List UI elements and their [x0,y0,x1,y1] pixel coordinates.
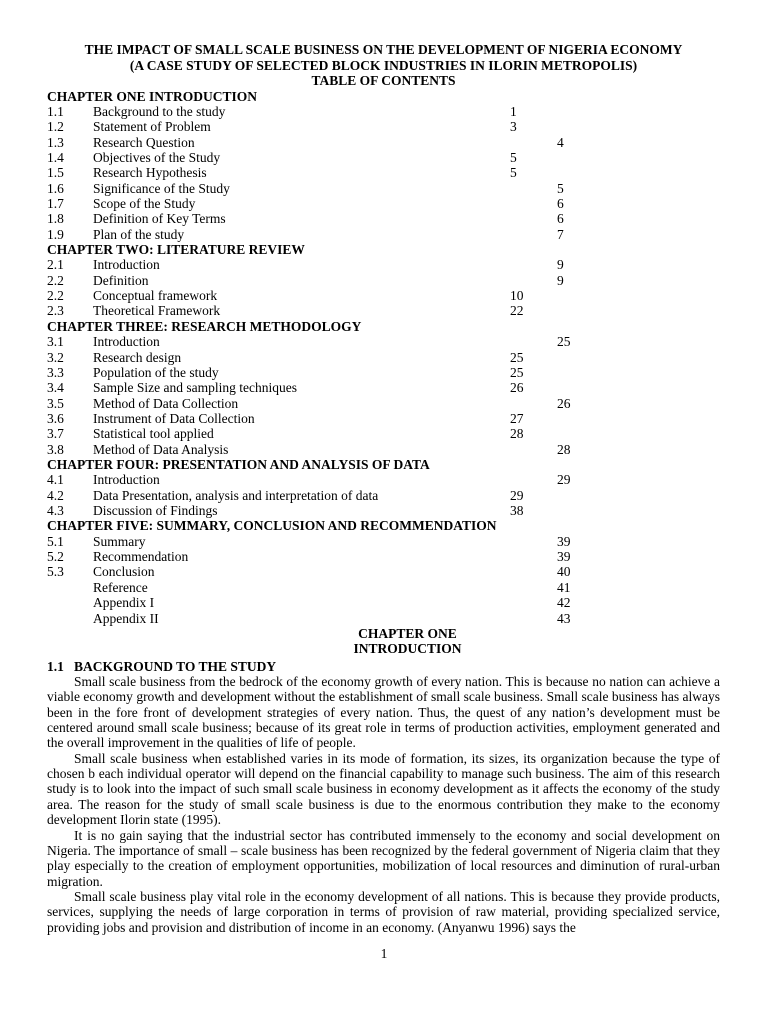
toc-section-number: 5.2 [47,549,64,565]
toc-entry-label: Theoretical Framework [93,303,221,319]
toc-row [47,303,720,318]
toc-section-number: 1.8 [47,211,64,227]
toc-section-number: 1.2 [47,119,64,135]
toc-row [47,411,720,426]
toc-page-number: 5 [557,180,564,196]
toc-page-number: 9 [557,272,564,288]
toc-entry-label: Method of Data Analysis [93,441,229,457]
toc-section-number: 1.6 [47,180,64,196]
toc-entry-label: Research Hypothesis [93,165,207,181]
toc-entry-label: Objectives of the Study [93,149,221,165]
paragraph: It is no gain saying that the industrial sector has contributed immensely to the economy and social development on Nigeria. The importance of small – scale business has been recognized by the federal government of Nigeria claim that they play especially to the creation of employment opportunities, mobilization of local resources and diminution of rural-urban migration. [47,827,720,889]
title-line: THE IMPACT OF SMALL SCALE BUSINESS ON THE DEVELOPMENT OF NIGERIA ECONOMY [84,42,683,57]
toc-entry-label: Research design [93,349,182,365]
toc-page-number: 9 [557,257,564,273]
toc-row [47,288,720,303]
toc-row [47,196,720,211]
toc-entry-label: Scope of the Study [93,195,196,211]
toc-page-number: 6 [557,211,564,227]
toc-page-number: 29 [557,472,571,488]
toc-row [47,334,720,349]
toc-section-number: 3.2 [47,349,64,365]
toc-row [47,442,720,457]
toc-section-number: 2.1 [47,257,64,273]
toc-row [47,580,720,595]
toc-row [47,595,720,610]
toc-page-number: 25 [557,334,571,350]
toc-page-number: 6 [557,195,564,211]
paragraph: Small scale business when established varies in its mode of formation, its sizes, its organization because the type of chosen b each individual operator will depend on the financial capability to manage such business. The aim of this research study is to look into the impact of such small scale business in economy development as it affects the economy of the study area. The reason for the study of small scale business is due to the enormous contribution they make to the economy development Ilorin state (1995). [47,750,720,828]
toc-page-number: 41 [557,579,571,595]
toc-section-number: 3.7 [47,426,64,442]
toc-row [47,119,720,134]
toc-section-number: 3.5 [47,395,64,411]
toc-section-number: 2.2 [47,272,64,288]
toc-page-number: 22 [510,303,524,319]
chapter-subheading: INTRODUCTION [353,641,462,657]
toc-row [47,181,720,196]
toc-entry-label: Introduction [93,257,160,273]
toc-heading: TABLE OF CONTENTS [311,73,456,88]
toc-row [47,150,720,165]
toc-row [47,396,720,411]
toc-section-number: 3.3 [47,364,64,380]
toc-section-number: 1.7 [47,195,64,211]
toc-chapter-heading: CHAPTER FOUR: PRESENTATION AND ANALYSIS OF DATA [47,456,430,472]
toc-entry-label: Appendix II [93,610,159,626]
toc-section-number: 4.1 [47,472,64,488]
toc-page-number: 25 [510,364,524,380]
paragraph: Small scale business play vital role in the economy development of all nations. This is because they provide products, services, supplying the needs of large corporation in terms of provision of raw material, providing specialized service, providing jobs and provision and distribution of income in an economy. (Anyanwu 1996) says the [47,888,720,935]
toc-entry-label: Method of Data Collection [93,395,239,411]
toc-page-number: 43 [557,610,571,626]
toc-page-number: 39 [557,549,571,565]
toc-entry-label: Population of the study [93,364,219,380]
body-text [47,674,720,935]
toc-entry-label: Recommendation [93,549,189,565]
toc-page-number: 4 [557,134,564,150]
toc-page-number: 27 [510,410,524,426]
toc-page-number: 29 [510,487,524,503]
toc-page-number: 25 [510,349,524,365]
toc-group [47,472,720,518]
toc-page-number: 3 [510,119,517,135]
toc-section-number: 2.3 [47,303,64,319]
toc-entry-label: Plan of the study [93,226,185,242]
toc-page-number: 42 [557,595,571,611]
toc-entry-label: Conceptual framework [93,288,218,304]
toc-entry-label: Reference [93,579,148,595]
toc-row [47,273,720,288]
section-number: 1.1 [47,658,64,674]
document-title [47,42,720,89]
toc-entry-label: Appendix I [93,595,155,611]
toc-page-number: 5 [510,149,517,165]
toc-page-number: 5 [510,165,517,181]
toc-entry-label: Statistical tool applied [93,426,214,442]
toc-entry-label: Introduction [93,334,160,350]
toc-row [47,472,720,487]
toc-group [47,257,720,318]
section-heading [47,659,720,674]
toc-page-number: 40 [557,564,571,580]
toc-row [47,534,720,549]
toc-page-number: 26 [557,395,571,411]
toc-chapter-heading: CHAPTER ONE INTRODUCTION [47,88,258,104]
toc-section-number: 5.1 [47,533,64,549]
toc-row [47,104,720,119]
toc-chapter-heading: CHAPTER TWO: LITERATURE REVIEW [47,242,305,257]
toc-page-number: 28 [557,441,571,457]
toc-page-number: 28 [510,426,524,442]
subtitle-line: (A CASE STUDY OF SELECTED BLOCK INDUSTRIES IN ILORIN METROPOLIS) [129,57,638,73]
toc-entry-label: Instrument of Data Collection [93,410,255,426]
toc-entry-label: Summary [93,533,146,549]
toc-section-number: 1.1 [47,103,64,119]
section-title: BACKGROUND TO THE STUDY [74,658,277,674]
toc-entry-label: Definition of Key Terms [93,211,226,227]
toc-entry-label: Data Presentation, analysis and interpretation of data [93,487,379,503]
toc-page-number: 39 [557,533,571,549]
toc-page-number: 1 [510,103,517,119]
toc-row [47,503,720,518]
table-of-contents [47,89,720,626]
toc-row [47,488,720,503]
toc-group [47,104,720,242]
toc-row [47,564,720,579]
toc-page-number: 26 [510,380,524,396]
toc-entry-label: Background to the study [93,103,226,119]
toc-group [47,334,720,457]
toc-row [47,380,720,395]
toc-page-number: 38 [510,503,524,519]
paragraph: Small scale business from the bedrock of the economy growth of every nation. This is because no nation can achieve a viable economy growth and development without the establishment of small scale business. Small scale business has always been in the fore front of development strategies of every nation. Thus, the quest of any nation’s development must be centered around small scale business; because of its great role in terms of production activities, employment generated and the overall improvement in the qualities of life of people. [47,674,720,751]
toc-section-number: 1.5 [47,165,64,181]
toc-row [47,165,720,180]
toc-section-number: 1.4 [47,149,64,165]
toc-section-number: 3.6 [47,410,64,426]
toc-row [47,350,720,365]
toc-section-number: 1.9 [47,226,64,242]
toc-row [47,135,720,150]
toc-section-number: 2.2 [47,288,64,304]
toc-row [47,426,720,441]
toc-page-number: 7 [557,226,564,242]
page-number: 1 [380,946,388,961]
chapter-heading: CHAPTER ONE [358,625,457,641]
toc-row [47,211,720,226]
toc-section-number: 4.3 [47,503,64,519]
toc-entry-label: Introduction [93,472,160,488]
toc-entry-label: Conclusion [93,564,155,580]
toc-entry-label: Discussion of Findings [93,503,218,519]
toc-entry-label: Significance of the Study [93,180,230,196]
toc-entry-label: Statement of Problem [93,119,211,135]
document-page [47,42,720,935]
toc-row [47,257,720,272]
toc-entry-label: Sample Size and sampling techniques [93,380,297,396]
toc-row [47,611,720,626]
toc-row [47,549,720,564]
toc-section-number: 4.2 [47,487,64,503]
toc-group [47,534,720,626]
toc-entry-label: Definition [93,272,149,288]
toc-page-number: 10 [510,288,524,304]
toc-section-number: 3.8 [47,441,64,457]
toc-chapter-heading: CHAPTER FIVE: SUMMARY, CONCLUSION AND RECOMMENDATION [47,518,497,534]
toc-row [47,365,720,380]
toc-chapter-heading: CHAPTER THREE: RESEARCH METHODOLOGY [47,318,362,334]
toc-entry-label: Research Question [93,134,195,150]
toc-section-number: 3.4 [47,380,64,396]
toc-row [47,227,720,242]
toc-section-number: 5.3 [47,564,64,580]
toc-section-number: 3.1 [47,334,64,350]
toc-section-number: 1.3 [47,134,64,150]
